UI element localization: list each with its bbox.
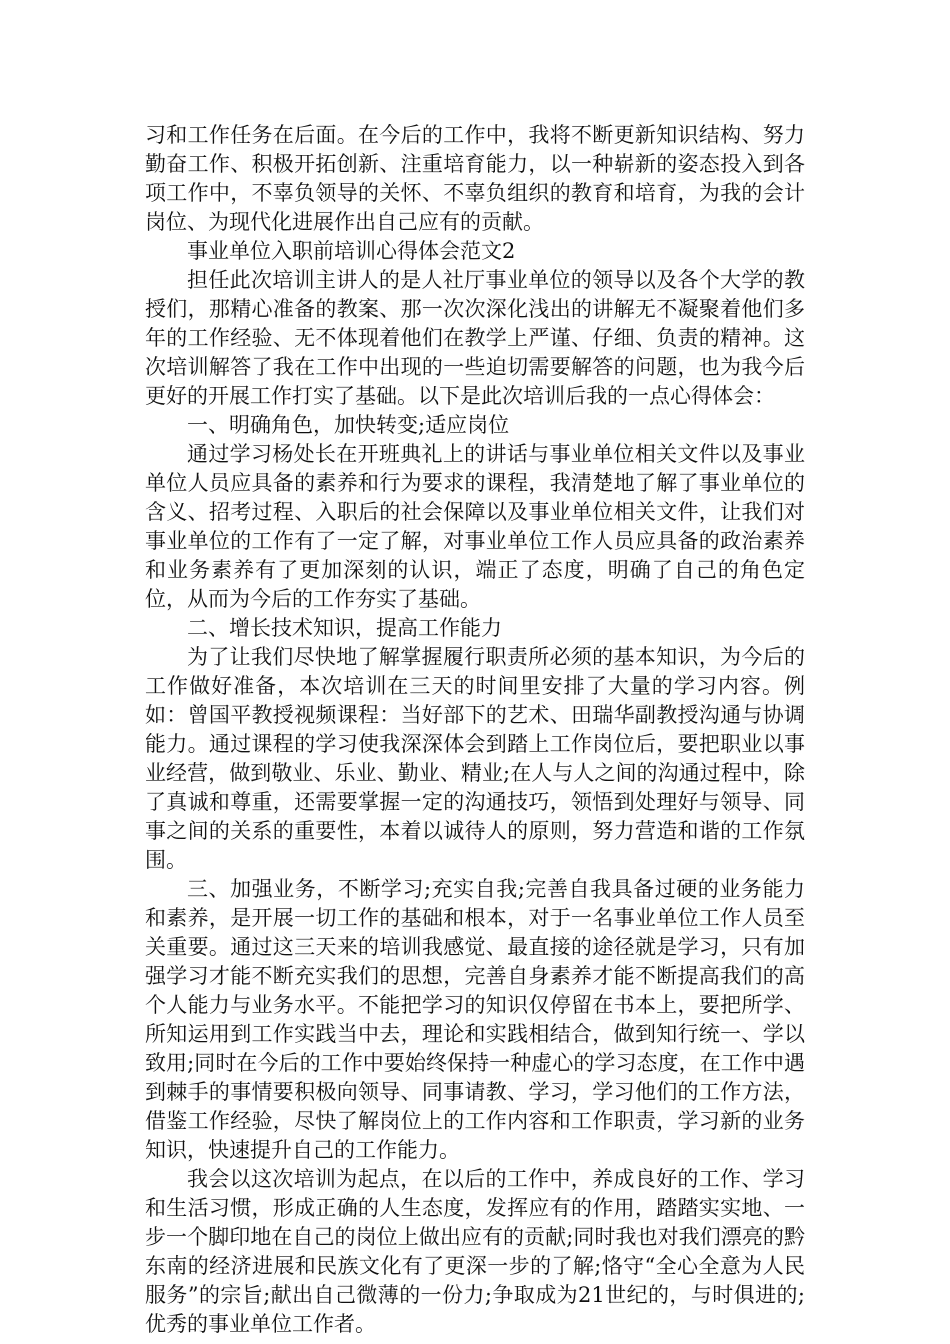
paragraph-point-one: 通过学习杨处长在开班典礼上的讲话与事业单位相关文件以及事业单位人员应具备的素养和行为要求的课程，我清楚地了解了事业单位的含义、招考过程、入职后的社会保障以及事业单位相关文件，让我们对事业单位的工作有了一定了解，对事业单位工作人员应具备的政治素养和业务素养有了更加深刻的认识，端正了态度，明确了自己的角色定位，从而为今后的工作夯实了基础。 bbox=[145, 442, 805, 611]
section-title: 事业单位入职前培训心得体会范文2 bbox=[187, 239, 516, 263]
paragraph-point-two: 为了让我们尽快地了解掌握履行职责所必须的基本知识，为今后的工作做好准备，本次培训在三天的时间里安排了大量的学习内容。例如：曾国平教授视频课程：当好部下的艺术、田瑞华副教授沟通与协调能力。通过课程的学习使我深深体会到踏上工作岗位后，要把职业以事业经营，做到敬业、乐业、勤业、精业;在人与人之间的沟通过程中，除了真诚和尊重，还需要掌握一定的沟通技巧，领悟到处理好与领导、同事之间的关系的重要性，本着以诚待人的原则，努力营造和谐的工作氛围。 bbox=[145, 645, 805, 872]
paragraph-point-three: 三、加强业务，不断学习;充实自我;完善自我具备过硬的业务能力和素养，是开展一切工作的基础和根本，对于一名事业单位工作人员至关重要。通过这三天来的培训我感觉、最直接的途径就是学习，只有加强学习才能不断充实我们的思想，完善自身素养才能不断提高我们的高个人能力与业务水平。不能把学习的知识仅停留在书本上，要把所学、所知运用到工作实践当中去，理论和实践相结合，做到知行统一、学以致用;同时在今后的工作中要始终保持一种虚心的学习态度，在工作中遇到棘手的事情要积极向领导、同事请教、学习，学习他们的工作方法，借鉴工作经验，尽快了解岗位上的工作内容和工作职责，学习新的业务知识，快速提升自己的工作能力。 bbox=[145, 877, 805, 1162]
paragraph-intro-continuation: 习和工作任务在后面。在今后的工作中，我将不断更新知识结构、努力勤奋工作、积极开拓创新、注重培育能力，以一种崭新的姿态投入到各项工作中，不辜负领导的关怀、不辜负组织的教育和培育，为我的会计岗位、为现代化进展作出自己应有的贡献。 bbox=[145, 123, 805, 234]
heading-point-one: 一、明确角色，加快转变;适应岗位 bbox=[187, 413, 510, 437]
document-body bbox=[145, 121, 805, 1339]
heading-point-two: 二、增长技术知识，提高工作能力 bbox=[187, 616, 502, 640]
paragraph-conclusion: 我会以这次培训为起点，在以后的工作中，养成良好的工作、学习和生活习惯，形成正确的人生态度，发挥应有的作用，踏踏实实地、一步一个脚印地在自己的岗位上做出应有的贡献;同时我也对我们漂亮的黔东南的经济进展和民族文化有了更深一步的了解;恪守“全心全意为人民服务”的宗旨;献出自己微薄的一份力;争取成为21世纪的，与时俱进的;优秀的事业单位工作者。 bbox=[145, 1167, 805, 1336]
paragraph-training-overview: 担任此次培训主讲人的是人社厅事业单位的领导以及各个大学的教授们，那精心准备的教案、那一次次深化浅出的讲解无不凝聚着他们多年的工作经验、无不体现着他们在教学上严谨、仔细、负责的精神。这次培训解答了我在工作中出现的一些迫切需要解答的问题，也为我今后更好的开展工作打实了基础。以下是此次培训后我的一点心得体会： bbox=[145, 268, 805, 408]
